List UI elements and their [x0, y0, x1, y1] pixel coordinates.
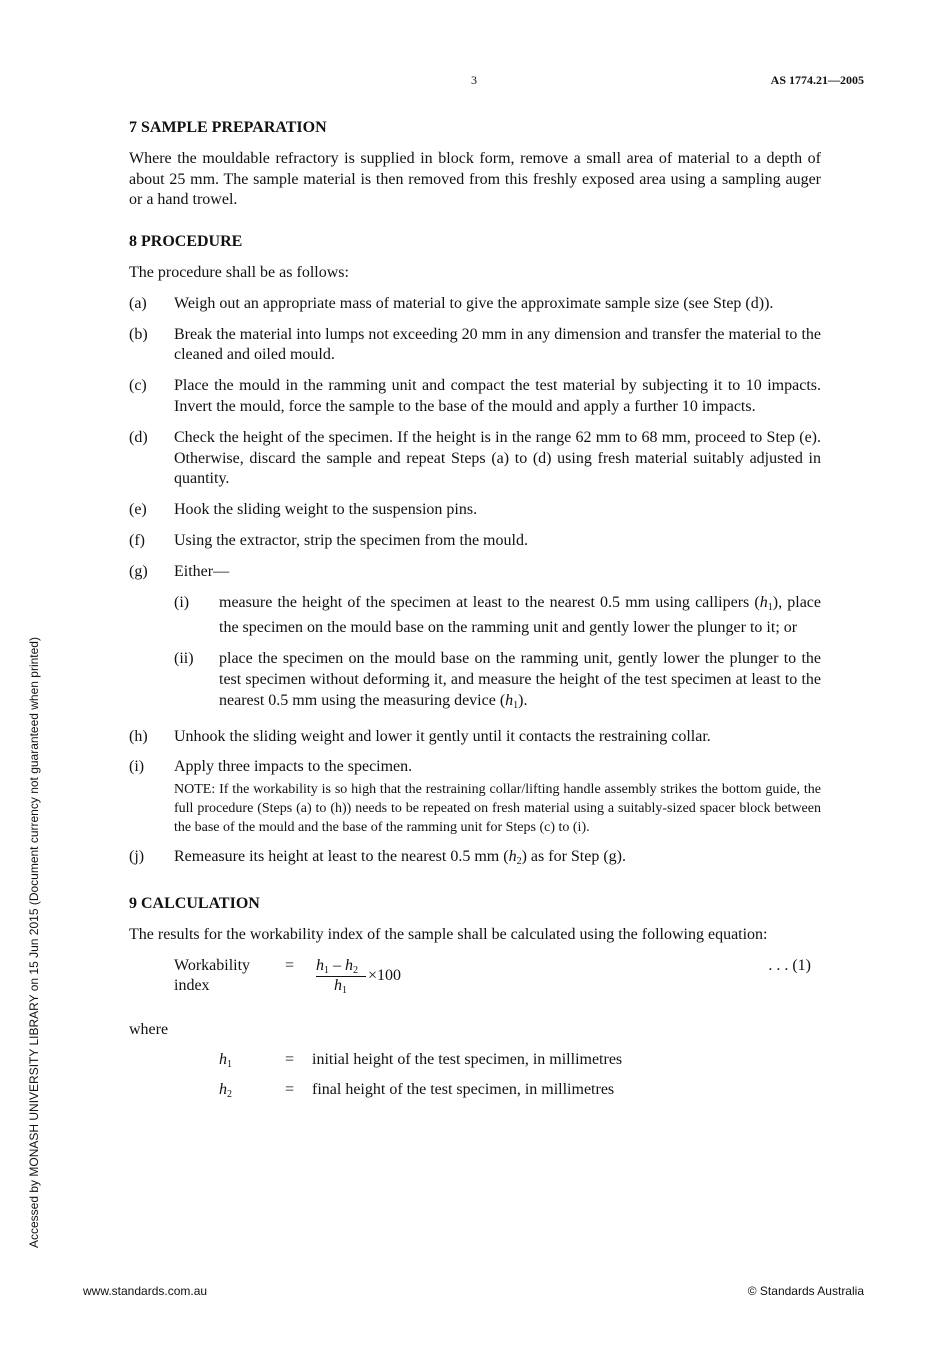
- standard-number: AS 1774.21—2005: [770, 73, 864, 87]
- substep-label: (ii): [174, 650, 194, 668]
- access-watermark: Accessed by MONASH UNIVERSITY LIBRARY on 15 Jun 2015 (Document currency not guaranteed when printed): [27, 637, 41, 1248]
- step-text: Hook the sliding weight to the suspension pins.: [174, 501, 478, 519]
- step-label: (e): [129, 501, 147, 519]
- subscript: 1: [227, 1059, 232, 1071]
- symbol-h: h: [345, 956, 353, 974]
- subscript: 1: [324, 964, 329, 976]
- workability-equation: [174, 956, 821, 1006]
- step-b: [129, 325, 821, 367]
- equation-equals: =: [285, 956, 295, 974]
- section-7-body: Where the mouldable refractory is supplied in block form, remove a small area of material to a depth of about 25 mm. The sample material is then removed from this freshly exposed area using a sampling auger or a hand trowel.: [129, 149, 821, 209]
- step-text: Break the material into lumps not exceeding 20 mm in any dimension and transfer the material to the cleaned and oiled mould.: [174, 325, 821, 364]
- definition-symbol: [219, 1050, 232, 1076]
- footer-website: www.standards.com.au: [83, 1284, 208, 1298]
- definition-equals: =: [285, 1051, 295, 1069]
- step-d: [129, 428, 821, 490]
- equation-number: . . . (1): [768, 956, 811, 974]
- equation-label: Workability index: [174, 956, 251, 995]
- minus-sign: –: [329, 956, 345, 974]
- variable-definitions: [129, 1050, 821, 1110]
- step-g-ii: [174, 649, 821, 716]
- step-text: Unhook the sliding weight and lower it gently until it contacts the restraining collar.: [174, 727, 711, 745]
- step-i: [129, 757, 821, 837]
- subscript: 1: [767, 601, 773, 613]
- definition-text: initial height of the test specimen, in millimetres: [312, 1051, 623, 1069]
- step-label: (j): [129, 848, 145, 866]
- step-g-options: [129, 593, 821, 717]
- step-label: (b): [129, 325, 148, 343]
- substep-text-post: ), place the specimen on the mould base on the ramming unit and gently lower the plunger to it; or: [219, 593, 822, 637]
- step-text-pre: Remeasure its height at least to the nearest 0.5 mm (: [174, 848, 509, 866]
- step-e: [129, 500, 821, 521]
- symbol-h: h: [505, 691, 514, 709]
- subscript: 1: [342, 984, 347, 996]
- substep-label: (i): [174, 593, 190, 611]
- fraction-denominator: [334, 976, 347, 1002]
- page-number: 3: [471, 73, 477, 87]
- definition-text: final height of the test specimen, in millimetres: [312, 1081, 615, 1099]
- step-label: (i): [129, 758, 145, 776]
- subscript: 1: [513, 699, 519, 711]
- step-label: (c): [129, 377, 147, 395]
- substep-text-pre: measure the height of the specimen at least to the nearest 0.5 mm using callipers (: [219, 593, 760, 611]
- step-text: Weigh out an appropriate mass of material to give the approximate sample size (see Step (d)).: [174, 294, 774, 312]
- section-8-heading: 8 PROCEDURE: [129, 233, 243, 251]
- section-9-body: The results for the workability index of the sample shall be calculated using the following equation:: [129, 925, 768, 943]
- symbol-h: h: [219, 1051, 227, 1069]
- definition-h1: [129, 1050, 821, 1080]
- subscript: 2: [227, 1089, 232, 1101]
- step-text: Either—: [174, 562, 230, 580]
- step-g-i: [174, 593, 821, 640]
- step-i-note: NOTE: If the workability is so high that the restraining collar/lifting handle assembly strikes the bottom guide, the full procedure (Steps (a) to (h)) needs to be repeated on fresh material using a suitably-sized spacer block between the base of the mould and the base of the ramming unit for Steps (c) to (i).: [174, 782, 821, 836]
- symbol-h: h: [508, 848, 517, 866]
- step-label: (d): [129, 428, 148, 446]
- definition-symbol: [219, 1080, 232, 1106]
- step-text-post: ) as for Step (g).: [521, 848, 626, 866]
- document-body: [129, 118, 821, 1110]
- substep-text-pre: place the specimen on the mould base on the ramming unit, gently lower the plunger to the test specimen without deforming it, and measure the height of the test specimen at least to the nearest 0.5 mm using the measuring device (: [219, 650, 821, 709]
- symbol-h: h: [219, 1081, 227, 1099]
- definition-h2: [129, 1080, 821, 1110]
- subscript: 2: [353, 964, 358, 976]
- step-label: (a): [129, 294, 147, 312]
- symbol-h: h: [316, 956, 324, 974]
- step-text: Check the height of the specimen. If the height is in the range 62 mm to 68 mm, proceed to Step (e). Otherwise, discard the sample and repeat Steps (a) to (d) using fresh material suitably adjusted in quantity.: [174, 428, 821, 488]
- step-f: [129, 531, 821, 552]
- footer-copyright: © Standards Australia: [747, 1284, 864, 1298]
- step-text: Apply three impacts to the specimen.: [174, 758, 413, 776]
- section-8-intro: The procedure shall be as follows:: [129, 263, 349, 281]
- step-j: [129, 847, 821, 873]
- section-7-heading: 7 SAMPLE PREPARATION: [129, 119, 327, 136]
- step-a: [129, 294, 821, 315]
- substep-text-post: ).: [518, 691, 528, 709]
- definition-equals: =: [285, 1081, 295, 1099]
- step-c: [129, 376, 821, 418]
- subscript: 2: [516, 856, 522, 868]
- where-label: where: [129, 1020, 169, 1038]
- step-text: Using the extractor, strip the specimen from the mould.: [174, 531, 528, 549]
- step-label: (f): [129, 531, 145, 549]
- symbol-h: h: [759, 593, 768, 611]
- step-g: [129, 562, 821, 583]
- equation-multiplier: ×100: [368, 966, 402, 984]
- section-9-heading: 9 CALCULATION: [129, 894, 260, 912]
- step-label: (g): [129, 562, 148, 580]
- step-h: [129, 727, 821, 748]
- step-label: (h): [129, 727, 148, 745]
- symbol-h: h: [334, 976, 342, 994]
- step-text: Place the mould in the ramming unit and compact the test material by subjecting it to 10 impacts. Invert the mould, force the sample to the base of the mould and apply a further 10 impacts.: [174, 377, 821, 415]
